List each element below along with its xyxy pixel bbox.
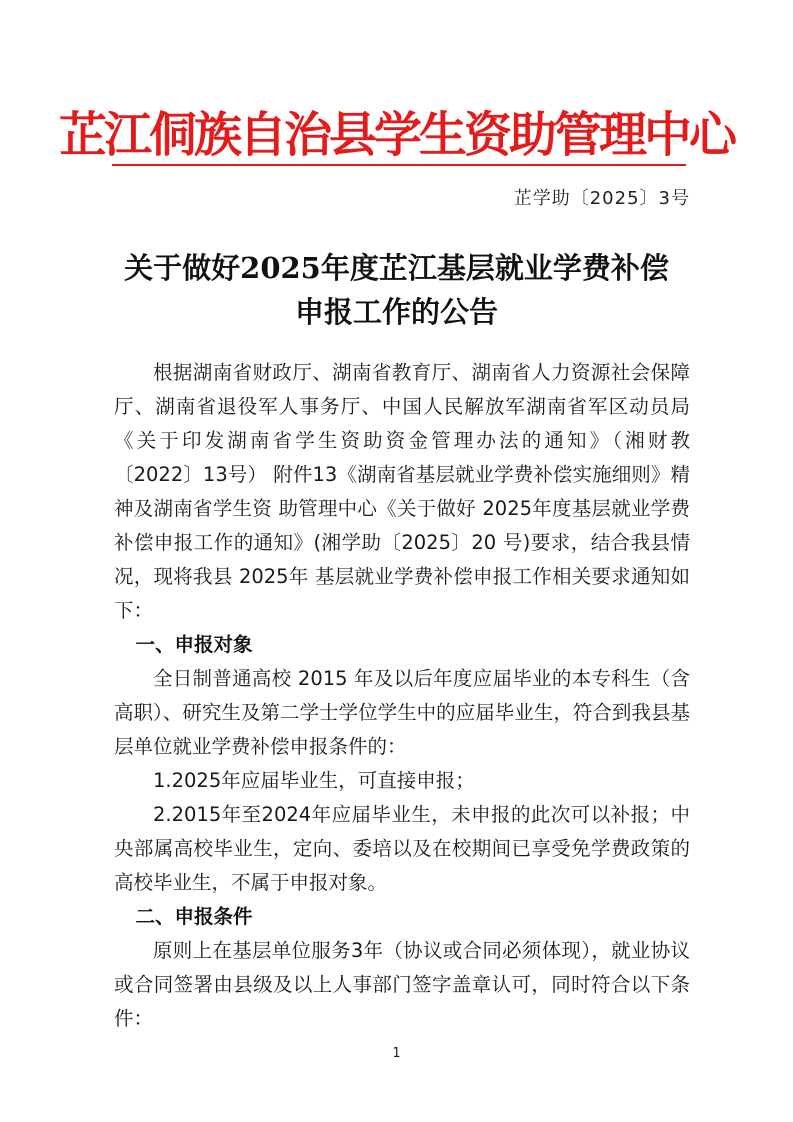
page-number: 1 (392, 1046, 401, 1061)
section-1-item-2: 2.2015年至2024年应届毕业生，未申报的此次可以补报；中央部属高校毕业生，定向、委培以及在校期间已享受免学费政策的高校毕业生，不属于申报对象。 (114, 803, 690, 894)
section-2-paragraph: 原则上在基层单位服务3年（协议或合同必须体现），就业协议或合同签署由县级及以上人事部门签字盖章认可，同时符合以下条件： (114, 939, 690, 1030)
document-number: 芷学助〔2025〕3号 (513, 188, 690, 209)
title-line-2: 申报工作的公告 (294, 295, 498, 329)
section-1-paragraph: 全日制普通高校 2015 年及以后年度应届毕业的本专科生（含高职）、研究生及第二学士学位学生中的应届毕业生，符合到我县基层单位就业学费补偿申报条件的： (114, 667, 690, 758)
masthead-red-rule (112, 164, 686, 166)
document-title (90, 246, 703, 334)
title-line-1: 关于做好2025年度芷江基层就业学费补偿 (124, 251, 669, 285)
section-1-heading: 一、申报对象 (135, 633, 253, 656)
section-1-item-1: 1.2025年应届毕业生，可直接申报； (153, 769, 475, 792)
masthead-org-name: 芷江侗族自治县学生资助管理中心 (58, 107, 734, 163)
intro-paragraph: 根据湖南省财政厅、湖南省教育厅、湖南省人力资源社会保障厅、湖南省退役军人事务厅、中国人民解放军湖南省军区动员局《关于印发湖南省学生资助资金管理办法的通知》（湘财教〔2022〕13号） 附件13《湖南省基层就业学费补偿实施细则》精神及湖南省学生资 助管理中心《关于做好 2025年度基层就业学费补偿申报工作的通知》(湘学助〔2025〕20 号)要求，结合我县情况，现将我县 2025年 基层就业学费补偿申报工作相关要求通知如下： (114, 361, 690, 622)
document-body (114, 356, 690, 1036)
section-2-heading: 二、申报条件 (135, 905, 253, 928)
